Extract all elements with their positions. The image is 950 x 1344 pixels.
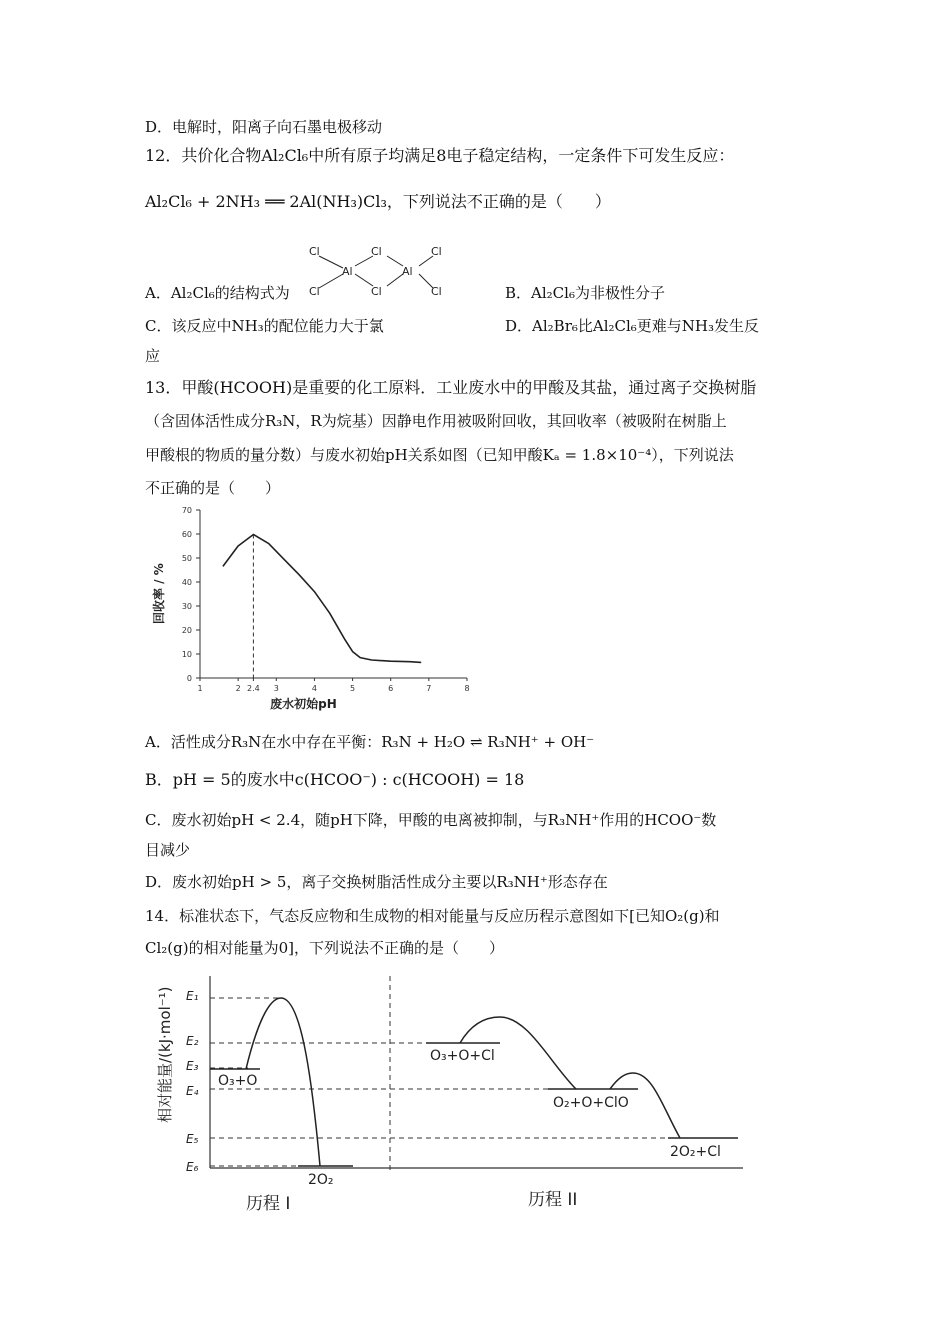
x-axis-label: 废水初始pH <box>270 697 337 711</box>
level-e6: E₆ <box>186 1160 199 1174</box>
q14-stem-line2: Cl₂(g)的相对能量为0]，下列说法不正确的是（ ） <box>145 939 504 957</box>
q13-stem-line4: 不正确的是（ ） <box>145 479 281 497</box>
y-tick-label: 40 <box>181 578 192 587</box>
q13-option-b: B．pH = 5的废水中c(HCOO⁻) : c(HCOOH) = 18 <box>145 770 525 789</box>
species-2o2-cl: 2O₂+Cl <box>670 1144 721 1160</box>
q13-option-d: D．废水初始pH > 5，离子交换树脂活性成分主要以R₃NH⁺形态存在 <box>145 873 608 891</box>
y-tick-label: 50 <box>181 554 192 563</box>
al2cl6-structure <box>305 240 455 300</box>
q13-stem-line2: （含固体活性成分R₃N，R为烷基）因静电作用被吸附回收，其回收率（被吸附在树脂上 <box>145 412 727 430</box>
q12-option-c: C．该反应中NH₃的配位能力大于氯 <box>145 317 384 335</box>
y-tick-label: 20 <box>181 626 192 635</box>
cl-atom: Cl <box>309 285 320 298</box>
recovery-rate-chart <box>145 500 485 722</box>
level-e5: E₅ <box>186 1132 199 1146</box>
x-tick-label: 6 <box>388 684 394 693</box>
y-tick-label: 30 <box>181 602 192 611</box>
x-tick-label: 4 <box>311 684 317 693</box>
level-e4: E₄ <box>186 1084 199 1098</box>
cl-atom: Cl <box>431 245 442 258</box>
q12-option-b: B．Al₂Cl₆为非极性分子 <box>505 284 665 302</box>
level-e1: E₁ <box>186 989 199 1003</box>
path2-label: 历程 II <box>528 1190 578 1210</box>
level-e3: E₃ <box>186 1059 199 1073</box>
species-o3-o-cl: O₃+O+Cl <box>430 1048 495 1064</box>
q12-stem-line1: 12．共价化合物Al₂Cl₆中所有原子均满足8电子稳定结构，一定条件下可发生反应： <box>145 146 735 165</box>
level-e2: E₂ <box>186 1034 199 1048</box>
cl-atom: Cl <box>371 285 382 298</box>
x-tick-label: 7 <box>426 684 432 693</box>
x-tick-label: 2 <box>235 684 241 693</box>
y-tick-label: 10 <box>181 650 192 659</box>
q12-option-a: A．Al₂Cl₆的结构式为 <box>145 284 290 302</box>
q12-option-d: D．Al₂Br₆比Al₂Cl₆更难与NH₃发生反 <box>505 317 760 335</box>
al-atom: Al <box>402 265 413 278</box>
q14-stem-line1: 14．标准状态下，气态反应物和生成物的相对能量与反应历程示意图如下[已知O₂(g)和 <box>145 907 720 925</box>
x-tick-label: 1 <box>197 684 203 693</box>
q12-stem-line2: Al₂Cl₆ + 2NH₃ ══ 2Al(NH₃)Cl₃，下列说法不正确的是（ ） <box>145 192 611 211</box>
q13-option-c: C．废水初始pH < 2.4，随pH下降，甲酸的电离被抑制，与R₃NH⁺作用的HCOO⁻数 <box>145 811 717 829</box>
cl-atom: Cl <box>431 285 442 298</box>
q13-option-c-cont: 目减少 <box>145 841 191 859</box>
species-2o2: 2O₂ <box>308 1172 334 1188</box>
x-tick-label: 8 <box>464 684 470 693</box>
q13-option-a: A．活性成分R₃N在水中存在平衡：R₃N + H₂O ⇌ R₃NH⁺ + OH⁻ <box>145 733 595 751</box>
cl-atom: Cl <box>371 245 382 258</box>
path1-label: 历程 I <box>246 1194 291 1214</box>
x-tick-label: 2.4 <box>247 684 260 693</box>
al-atom: Al <box>342 265 353 278</box>
y-tick-label: 0 <box>186 674 192 683</box>
q11-option-d: D．电解时，阳离子向石墨电极移动 <box>145 118 383 136</box>
cl-atom: Cl <box>309 245 320 258</box>
q13-stem-line3: 甲酸根的物质的量分数）与废水初始pH关系如图（已知甲酸Kₐ = 1.8×10⁻⁴），下列说法 <box>145 446 734 464</box>
y-axis-label: 相对能量/(kJ·mol⁻¹) <box>156 986 174 1123</box>
y-tick-label: 70 <box>181 506 192 515</box>
x-tick-label: 5 <box>350 684 356 693</box>
x-tick-label: 3 <box>273 684 279 693</box>
species-o2-o-clo: O₂+O+ClO <box>553 1095 629 1111</box>
q13-stem-line1: 13．甲酸(HCOOH)是重要的化工原料．工业废水中的甲酸及其盐，通过离子交换树脂 <box>145 378 757 397</box>
y-tick-label: 60 <box>181 530 192 539</box>
species-o3-o: O₃+O <box>218 1073 258 1089</box>
q12-option-d-cont: 应 <box>145 347 161 365</box>
y-axis-label: 回收率 / % <box>152 563 166 624</box>
energy-diagram <box>148 968 748 1218</box>
recovery-curve <box>223 535 421 663</box>
